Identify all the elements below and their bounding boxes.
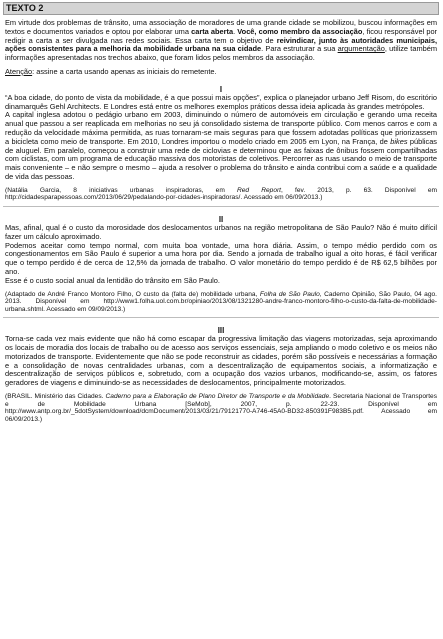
excerpt-3 — [3, 326, 439, 427]
excerpt-2-src-b: , Caderno Opinião, São Paulo, 04 ago. 2013. Disponível em http://www1.folha.uol.com.br/opiniao/2013/08/1321280-andre-franco-montoro-filho-o-custo-da-falta-de-mobilidade-urbana.shtml. Acessado em 09/09/2013.) — [5, 290, 438, 313]
excerpt-1-src-italic: Red Report — [236, 186, 282, 194]
intro-bold-3: reivindicar, junto às autoridades municipais, ações consistentes para a melhoria da mobilidade urbana na sua cidade — [5, 35, 437, 54]
attention-text: : assine a carta usando apenas as iniciais do remetente. — [32, 66, 217, 76]
intro-text-5: , utilize também informações apresentadas nos trechos abaixo, que foram lidos pelos membros da associação. — [5, 44, 437, 63]
excerpt-3-source — [5, 393, 437, 423]
excerpt-1 — [3, 85, 439, 207]
excerpt-2-body-3: Esse é o custo social anual da lentidão do trânsito em São Paulo. — [5, 275, 220, 285]
excerpt-2-source — [5, 291, 437, 314]
excerpt-1-source — [5, 187, 437, 202]
excerpt-1-lead: “A boa cidade, do ponto de vista da mobilidade, é a que possui mais opções”, explica o planejador urbano Jeff Risom, do escritório dinamarquês Gehl Architects. E Londres está entre os melhores exemplos práticos dessa ideia aplicada às grandes metrópoles. — [5, 92, 437, 111]
excerpt-2-body-2: Podemos aceitar como tempo normal, com muita boa vontade, uma hora diária. Assim, o tempo médio perdido com os congestionamentos em São Paulo é superior a uma hora por dia. Sendo a jornada de trabalho igual a oito horas, é fácil verificar que o tempo perdido é de cerca de 12,5% da jornada de trabalho. O valor monetário do tempo perdido é de R$ 62,5 bilhões por ano. — [5, 240, 437, 276]
excerpt-1-body-italic: bikes — [390, 136, 408, 146]
excerpt-2-body: Mas, afinal, qual é o custo da morosidade dos deslocamentos urbanos na região metropolitana de São Paulo? Não é muito difícil fazer um cálculo aproximado. — [5, 222, 437, 241]
excerpt-1-src-a: (Natália Garcia, 8 iniciativas urbanas inspiradoras, em — [5, 186, 237, 194]
intro-text-4: . Para estruturar a sua — [261, 44, 338, 54]
excerpt-3-src-a: (BRASIL. Ministério das Cidades. — [5, 393, 106, 401]
intro-bold-1: carta aberta — [191, 26, 234, 36]
excerpt-2 — [3, 215, 439, 318]
intro-underlined: argumentação — [337, 44, 385, 54]
text-header — [3, 2, 439, 15]
excerpt-2-src-italic: Folha de São Paulo — [259, 290, 320, 298]
excerpt-1-body-b: públicas de aluguel. Em paralelo, começou a construir uma rede de ciclovias e determinou que as faixas de ônibus fossem compartilhadas com ciclistas, com um programa de educação massiva dos motoristas de coletivos. Percorrer as ruas usando o meio de transporte mais conveniente – e não sempre o mesmo – ajuda a resolver o problema do trânsito e ainda contribui com a saúde e a qualidade de vida das pessoas. — [5, 136, 437, 181]
excerpt-3-src-italic: Caderno para a Elaboração de Plano Diretor de Transporte e da Mobilidade — [105, 393, 330, 401]
excerpt-3-body: Torna-se cada vez mais evidente que não há como escapar da progressiva limitação das viagens motorizadas, seja aproximando os locais de moradia dos locais de trabalho ou de acesso aos serviços essenciais, seja ampliando o modo coletivo e os meios não motorizados de transporte. Evidentemente que não se pode reconstruir as cidades, porém são possíveis e necessárias a formação e a consolidação de novas centralidades urbanas, com a descentralização de equipamentos sociais, a informatização e descentralização de serviços públicos e, sobretudo, com a ocupação dos vazios urbanos, modificando-se, assim, os fatores geradores de viagens e diminuindo-se as necessidades de deslocamentos, principalmente motorizados. — [5, 334, 437, 388]
excerpt-1-body — [5, 111, 437, 181]
excerpt-2-numeral: II — [218, 214, 224, 224]
intro-text-2: . — [233, 26, 238, 36]
excerpt-1-numeral: I — [219, 84, 223, 94]
intro-text-3: , ficou responsável por redigir a carta a ser divulgada nas redes sociais. Essa carta tem o objetivo de — [5, 26, 438, 45]
excerpt-2-src-a: (Adaptado de André Franco Montoro Filho, O custo da (falta de) mobilidade urbana, — [5, 290, 260, 298]
text-title: TEXTO 2 — [6, 3, 44, 13]
excerpt-3-src-b: . Secretaria Nacional de Transportes e de Mobilidade Urbana [SeMob], 2007, p. 22-23. Disponível em http://www.antp.org.br/_5dotSystem/download/dcmDocument/2013/03/21/79121770-A746-45A0-BD32-850391F983B5.pdf. Acessado em 06/09/2013.) — [5, 393, 437, 423]
excerpt-1-body-a: A capital inglesa adotou o pedágio urbano em 2003, diminuindo o número de automóveis em circulação e gerando uma receita anual que passou a ser reaplicada em melhorias no seu já consolidado sistema de transporte público. Com menos carros e com a redução da velocidade máxima permitida, as ruas tornaram-se mais seguras para que fossem adotadas políticas que priorizassem a bicicleta como meio de transporte. Em 2010, Londres importou o modelo criado em 2005 em Lyon, na França, de — [5, 110, 437, 146]
intro-bold-2: Você, como membro da associação — [237, 26, 363, 36]
excerpt-1-src-b: , fev. 2013, p. 63. Disponível em http://cidadesparapessoas.com/2013/06/29/pedalando-por-cidades-inspiradoras/. Acessado em 06/09/2013.) — [5, 186, 437, 202]
intro-paragraph — [3, 19, 439, 63]
excerpt-3-numeral: III — [217, 326, 225, 336]
intro-text-1: Em virtude dos problemas de trânsito, uma associação de moradores de uma grande cidade se mobilizou, buscou informações em textos e documentos variados e optou por elaborar uma — [5, 18, 437, 36]
attention-note — [3, 68, 439, 77]
document — [3, 2, 439, 427]
attention-label: Atenção — [5, 66, 33, 76]
